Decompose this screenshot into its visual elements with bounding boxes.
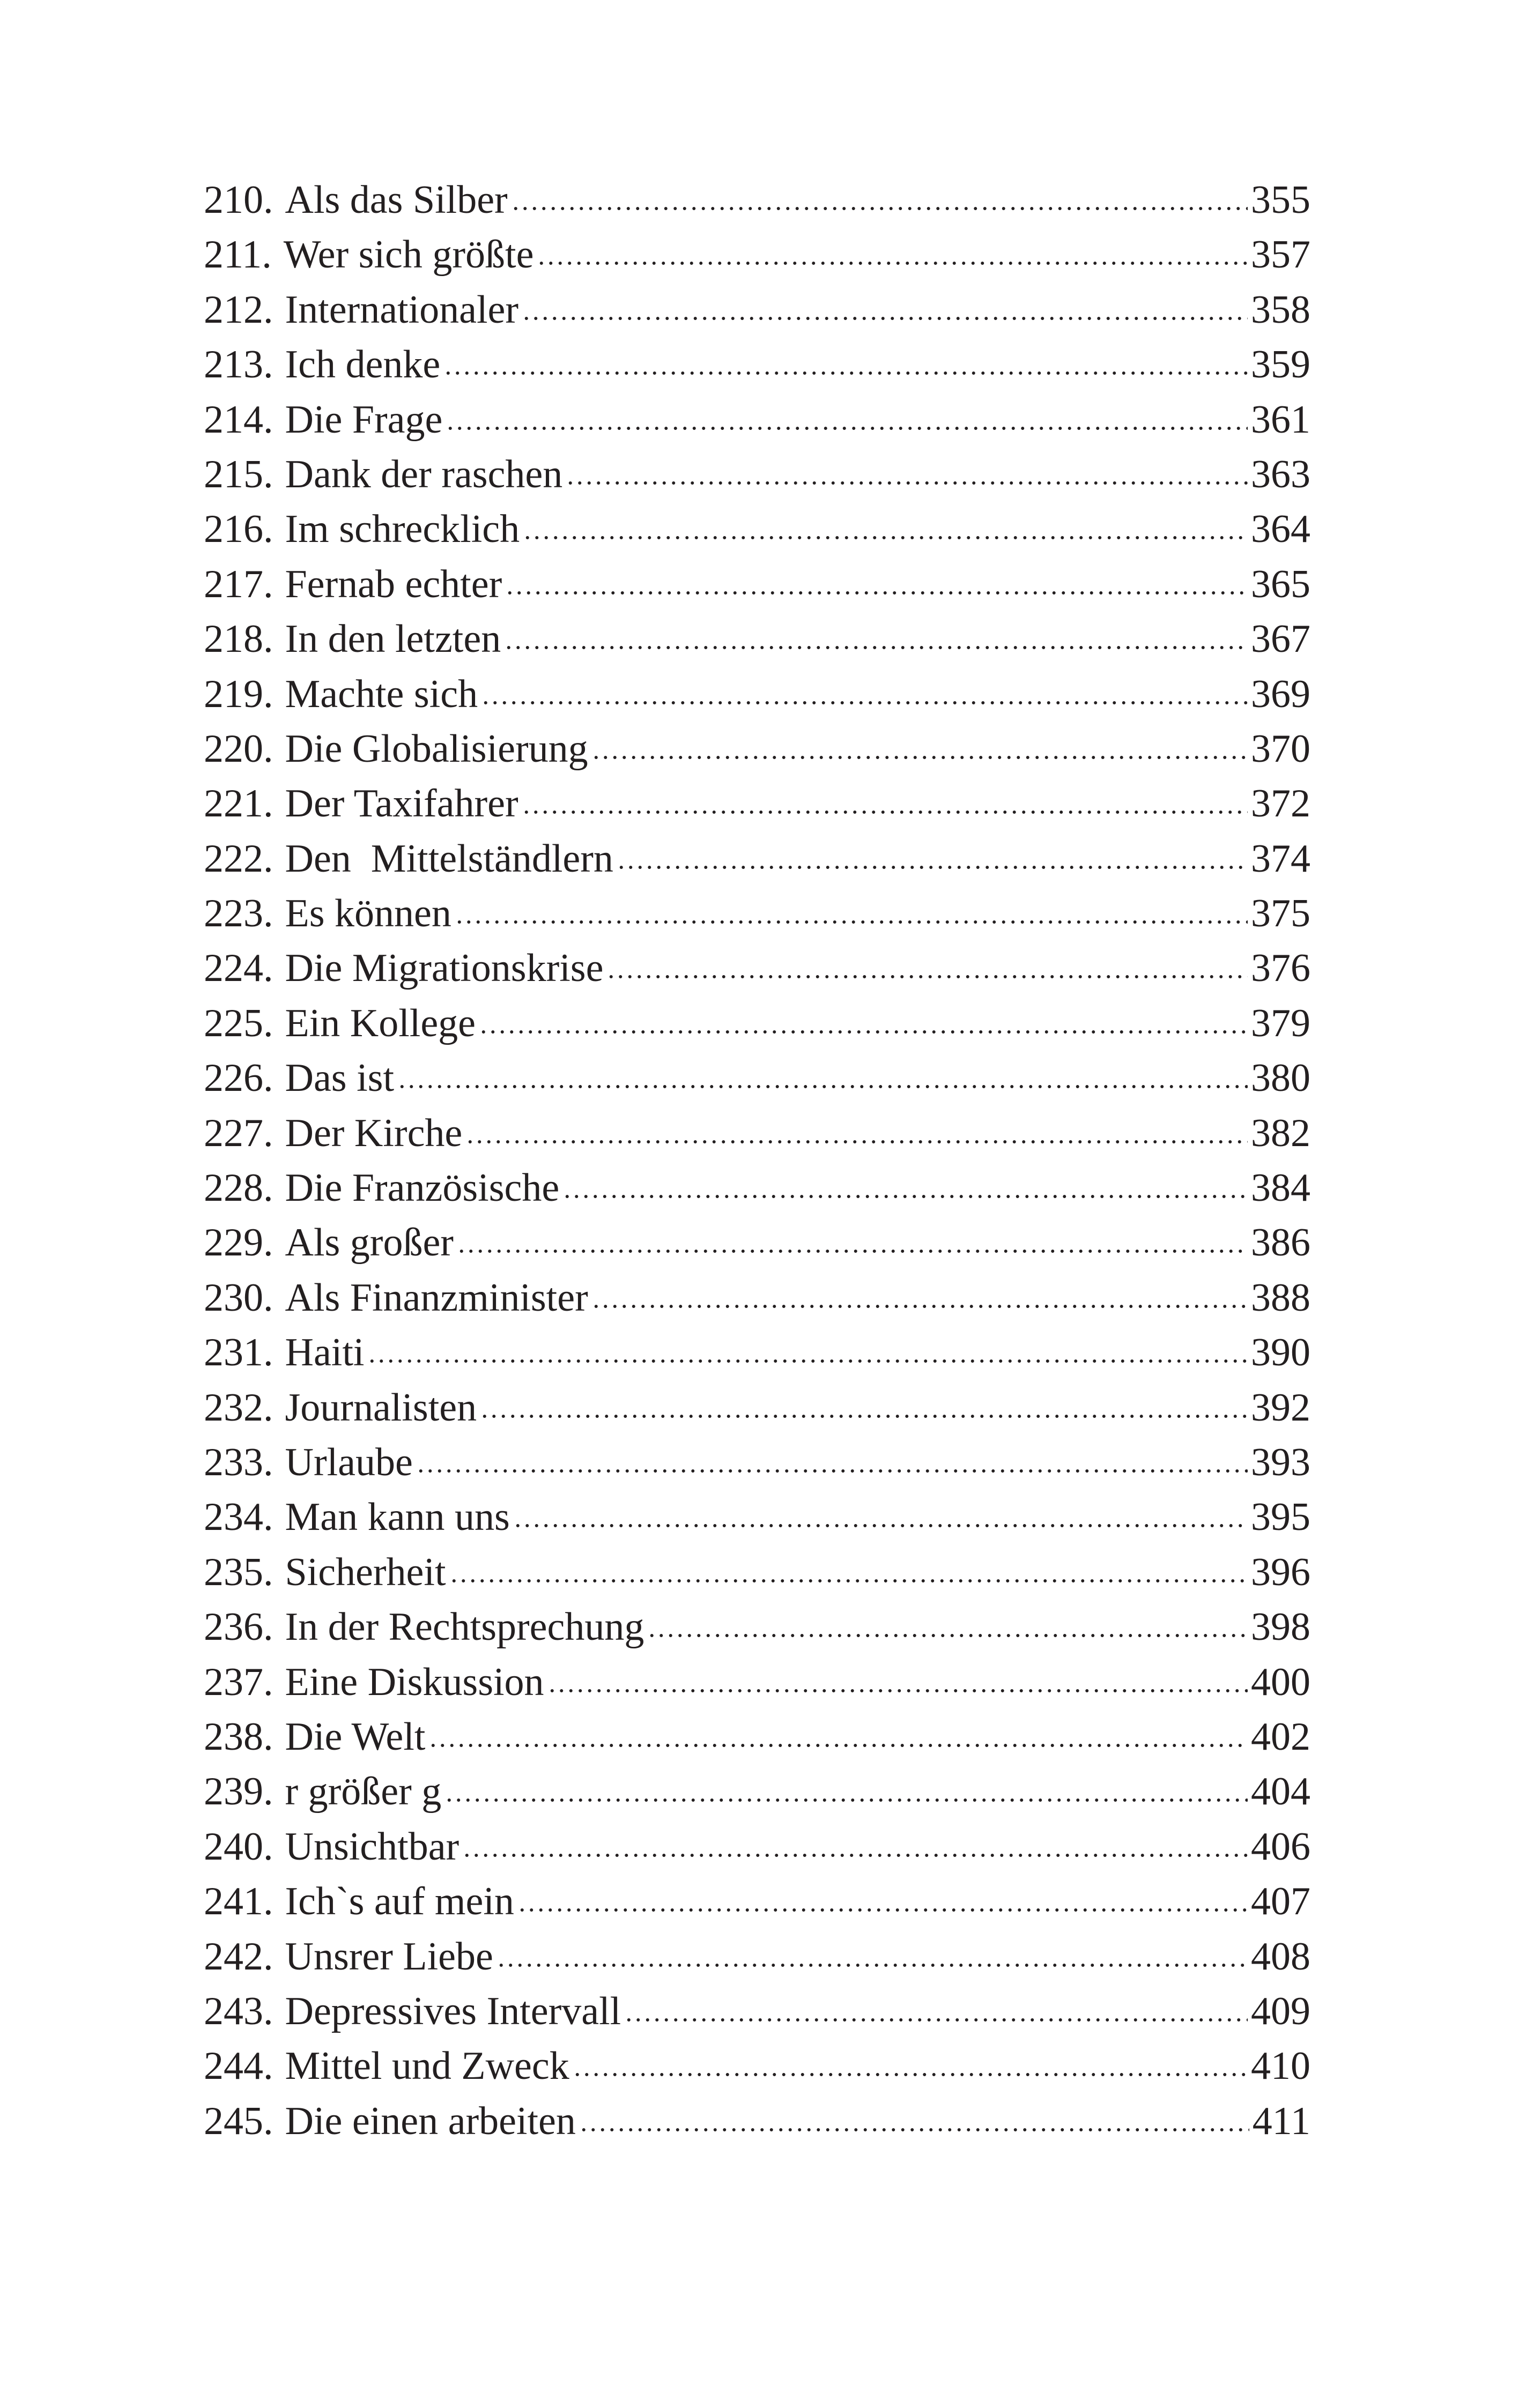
toc-entry <box>204 1490 1310 1544</box>
toc-entry <box>204 1929 1310 1984</box>
toc-entry <box>204 612 1310 666</box>
toc-entry-page-number: 411 <box>1252 2099 1310 2143</box>
toc-entry <box>204 831 1310 886</box>
toc-entry-number: 243. <box>204 1989 273 2033</box>
toc-entry-number: 215. <box>204 452 273 496</box>
dot-leader <box>479 1029 1248 1035</box>
toc-entry-title: Als das Silber <box>285 178 508 222</box>
toc-entry-number: 222. <box>204 836 273 881</box>
toc-entry-page-number: 355 <box>1251 178 1310 222</box>
toc-entry-page-number: 382 <box>1251 1111 1310 1155</box>
toc-entry-title: Als Finanzminister <box>285 1275 588 1320</box>
dot-leader <box>566 480 1248 486</box>
toc-entry-page-number: 367 <box>1251 617 1310 662</box>
toc-entry <box>204 2039 1310 2093</box>
toc-entry-title: Man kann uns <box>285 1495 510 1540</box>
dot-leader <box>455 919 1248 925</box>
toc-entry-title: Die einen arbeiten <box>285 2099 576 2143</box>
toc-entry <box>204 173 1310 227</box>
toc-entry-number: 213. <box>204 343 273 387</box>
dot-leader <box>562 1193 1248 1200</box>
dot-leader <box>457 1248 1248 1254</box>
toc-entry-page-number: 408 <box>1251 1934 1310 1979</box>
toc-entry-page-number: 402 <box>1251 1714 1310 1759</box>
dot-leader <box>537 260 1248 266</box>
toc-entry-number: 225. <box>204 1001 273 1045</box>
toc-entry-page-number: 374 <box>1251 836 1310 881</box>
toc-entry-title: Es können <box>285 891 451 936</box>
dot-leader <box>624 2017 1248 2023</box>
toc-entry-title: Journalisten <box>285 1385 477 1430</box>
toc-entry-title: Unsichtbar <box>285 1824 460 1869</box>
toc-entry-number: 230. <box>204 1275 273 1320</box>
toc-entry-number: 236. <box>204 1605 273 1649</box>
toc-entry-title: Die Frage <box>285 397 443 442</box>
toc-entry-number: 216. <box>204 507 273 552</box>
toc-entry-page-number: 393 <box>1251 1440 1310 1484</box>
toc-entry-page-number: 390 <box>1251 1331 1310 1375</box>
toc-entry <box>204 557 1310 612</box>
toc-entry-title: r größer g <box>285 1770 442 1814</box>
toc-entry <box>204 722 1310 776</box>
toc-entry <box>204 776 1310 831</box>
toc-entry-page-number: 384 <box>1251 1166 1310 1210</box>
toc-entry-title: In den letzten <box>285 617 501 662</box>
dot-leader <box>449 1578 1248 1584</box>
toc-entry-page-number: 388 <box>1251 1275 1310 1320</box>
toc-entry-page-number: 370 <box>1251 726 1310 771</box>
toc-entry-title: Die Globalisierung <box>285 726 588 771</box>
toc-entry-number: 223. <box>204 891 273 936</box>
toc-entry-number: 244. <box>204 2044 273 2089</box>
toc-entry <box>204 1545 1310 1600</box>
toc-entry-title: Depressives Intervall <box>285 1989 621 2033</box>
toc-entry-title: Der Taxifahrer <box>285 782 518 826</box>
toc-entry-page-number: 404 <box>1251 1770 1310 1814</box>
toc-entry <box>204 447 1310 502</box>
dot-leader <box>444 1797 1248 1803</box>
toc-entry <box>204 886 1310 941</box>
toc-entry-number: 245. <box>204 2099 273 2143</box>
toc-entry-number: 227. <box>204 1111 273 1155</box>
toc-entry-title: Fernab echter <box>285 562 502 606</box>
toc-entry-title: Wer sich größte <box>283 233 534 277</box>
toc-entry-number: 218. <box>204 617 273 662</box>
toc-entry-number: 234. <box>204 1495 273 1540</box>
toc-entry-page-number: 359 <box>1251 343 1310 387</box>
toc-entry-page-number: 396 <box>1251 1550 1310 1594</box>
dot-leader <box>428 1742 1248 1749</box>
toc-entry-page-number: 380 <box>1251 1056 1310 1101</box>
toc-entry-title: Das ist <box>285 1056 394 1101</box>
toc-entry <box>204 1710 1310 1764</box>
toc-entry <box>204 1161 1310 1215</box>
toc-entry <box>204 283 1310 337</box>
dot-leader <box>446 425 1248 432</box>
toc-entry-number: 214. <box>204 397 273 442</box>
table-of-contents <box>204 173 1310 2149</box>
toc-entry-number: 242. <box>204 1934 273 1979</box>
toc-entry-number: 240. <box>204 1824 273 1869</box>
toc-entry-number: 210. <box>204 178 273 222</box>
toc-entry <box>204 1435 1310 1490</box>
toc-entry-page-number: 400 <box>1251 1660 1310 1704</box>
toc-entry-number: 219. <box>204 672 273 716</box>
toc-entry-title: Machte sich <box>285 672 478 716</box>
toc-entry-title: Internationaler <box>285 287 519 332</box>
toc-entry-page-number: 363 <box>1251 452 1310 496</box>
toc-entry-title: Die Migrationskrise <box>285 946 604 991</box>
toc-entry-page-number: 357 <box>1251 233 1310 277</box>
toc-entry <box>204 1600 1310 1654</box>
dot-leader <box>511 205 1248 212</box>
toc-entry <box>204 227 1310 282</box>
toc-entry-title: Ich denke <box>285 343 441 387</box>
toc-entry-page-number: 392 <box>1251 1385 1310 1430</box>
toc-entry <box>204 1984 1310 2039</box>
toc-entry <box>204 667 1310 722</box>
toc-entry <box>204 1215 1310 1270</box>
toc-entry-number: 212. <box>204 287 273 332</box>
toc-entry-page-number: 361 <box>1251 397 1310 442</box>
toc-entry-number: 237. <box>204 1660 273 1704</box>
dot-leader <box>606 973 1248 980</box>
toc-entry-title: Die Französische <box>285 1166 560 1210</box>
toc-entry-page-number: 365 <box>1251 562 1310 606</box>
dot-leader <box>504 644 1248 651</box>
toc-entry <box>204 392 1310 447</box>
toc-entry-page-number: 409 <box>1251 1989 1310 2033</box>
toc-entry-number: 228. <box>204 1166 273 1210</box>
toc-entry-page-number: 406 <box>1251 1824 1310 1869</box>
toc-entry-page-number: 369 <box>1251 672 1310 716</box>
toc-entry-number: 232. <box>204 1385 273 1430</box>
toc-entry-title: Mittel und Zweck <box>285 2044 569 2089</box>
toc-entry-number: 226. <box>204 1056 273 1101</box>
toc-entry-page-number: 372 <box>1251 782 1310 826</box>
toc-entry-number: 220. <box>204 726 273 771</box>
dot-leader <box>480 1413 1248 1419</box>
dot-leader <box>579 2127 1249 2133</box>
toc-entry-title: Unsrer Liebe <box>285 1934 493 1979</box>
toc-entry-number: 241. <box>204 1879 273 1924</box>
toc-entry-number: 238. <box>204 1714 273 1759</box>
dot-leader <box>617 864 1248 871</box>
toc-entry-number: 217. <box>204 562 273 606</box>
toc-entry-number: 231. <box>204 1331 273 1375</box>
dot-leader <box>505 590 1248 596</box>
dot-leader <box>397 1083 1248 1090</box>
toc-entry-number: 224. <box>204 946 273 991</box>
dot-leader <box>573 2071 1248 2078</box>
toc-entry-title: Im schrecklich <box>285 507 520 552</box>
toc-entry <box>204 1051 1310 1105</box>
toc-entry-page-number: 379 <box>1251 1001 1310 1045</box>
dot-leader <box>497 1962 1248 1968</box>
dot-leader <box>591 754 1248 761</box>
toc-entry-title: Die Welt <box>285 1714 426 1759</box>
dot-leader <box>443 370 1248 376</box>
toc-entry-number: 233. <box>204 1440 273 1484</box>
toc-entry-number: 211. <box>204 233 272 277</box>
toc-entry-title: Ein Kollege <box>285 1001 476 1045</box>
toc-entry-page-number: 376 <box>1251 946 1310 991</box>
toc-entry-title: Dank der raschen <box>285 452 563 496</box>
toc-entry-number: 221. <box>204 782 273 826</box>
toc-entry-title: Den Mittelständlern <box>285 836 613 881</box>
toc-entry-page-number: 398 <box>1251 1605 1310 1649</box>
toc-entry-page-number: 375 <box>1251 891 1310 936</box>
toc-entry-title: Der Kirche <box>285 1111 463 1155</box>
toc-entry-page-number: 407 <box>1251 1879 1310 1924</box>
toc-entry <box>204 1325 1310 1380</box>
toc-entry-page-number: 410 <box>1251 2044 1310 2089</box>
toc-entry-number: 239. <box>204 1770 273 1814</box>
toc-entry-title: Sicherheit <box>285 1550 446 1594</box>
toc-entry-title: Eine Diskussion <box>285 1660 544 1704</box>
dot-leader <box>416 1468 1248 1474</box>
toc-entry-page-number: 358 <box>1251 287 1310 332</box>
toc-entry <box>204 337 1310 392</box>
toc-entry <box>204 2094 1310 2149</box>
toc-entry <box>204 1270 1310 1325</box>
dot-leader <box>462 1852 1248 1859</box>
toc-entry <box>204 1874 1310 1929</box>
toc-entry-title: In der Rechtsprechung <box>285 1605 644 1649</box>
dot-leader <box>517 1907 1248 1913</box>
toc-entry <box>204 1819 1310 1874</box>
toc-entry-page-number: 386 <box>1251 1221 1310 1265</box>
toc-entry-number: 235. <box>204 1550 273 1594</box>
toc-entry <box>204 996 1310 1051</box>
dot-leader <box>513 1522 1248 1529</box>
toc-entry <box>204 1106 1310 1161</box>
toc-entry <box>204 502 1310 556</box>
toc-entry <box>204 1380 1310 1435</box>
dot-leader <box>465 1139 1248 1145</box>
toc-entry <box>204 1764 1310 1819</box>
toc-entry-number: 229. <box>204 1221 273 1265</box>
toc-entry-title: Ich`s auf mein <box>285 1879 514 1924</box>
dot-leader <box>481 700 1248 706</box>
toc-entry-title: Als großer <box>285 1221 454 1265</box>
toc-entry <box>204 941 1310 995</box>
toc-entry-page-number: 364 <box>1251 507 1310 552</box>
toc-entry-page-number: 395 <box>1251 1495 1310 1540</box>
toc-entry-title: Urlaube <box>285 1440 413 1484</box>
dot-leader <box>522 809 1248 815</box>
toc-entry-title: Haiti <box>285 1331 365 1375</box>
dot-leader <box>547 1688 1248 1694</box>
dot-leader <box>523 534 1248 541</box>
dot-leader <box>647 1632 1248 1639</box>
dot-leader <box>367 1358 1248 1364</box>
dot-leader <box>522 315 1248 322</box>
toc-entry <box>204 1655 1310 1710</box>
dot-leader <box>591 1303 1248 1310</box>
